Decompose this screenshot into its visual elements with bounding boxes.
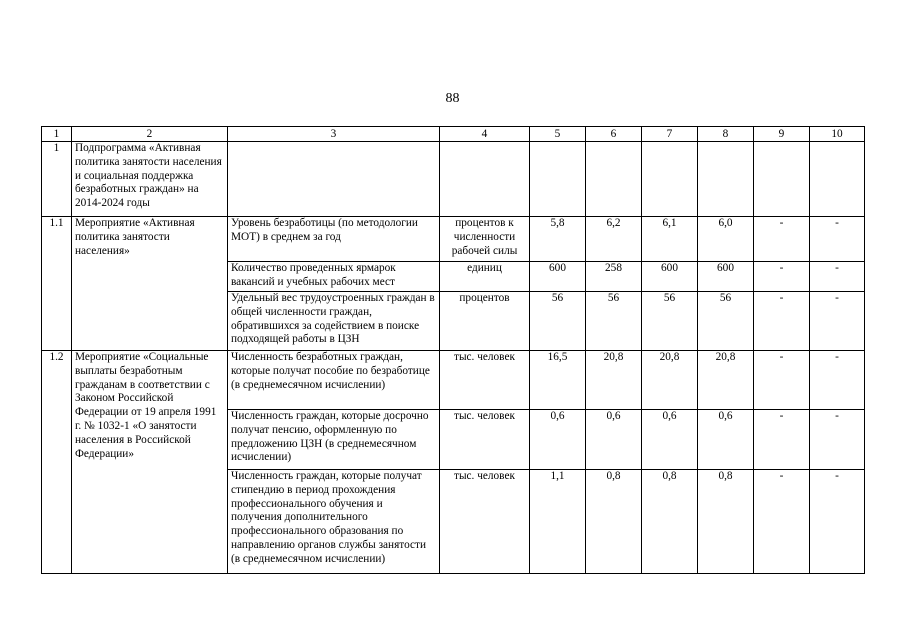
value-cell: 0,6 xyxy=(698,410,754,470)
value-cell: - xyxy=(810,262,865,292)
measure-name: Мероприятие «Социальные выплаты безработным гражданам в соответствии с Законом Российской Федерации от 19 апреля 1991 г. № 1032-1 «О занятости населения в Российской Федерации» xyxy=(72,351,228,574)
column-header: 3 xyxy=(228,127,440,142)
value-cell: 0,8 xyxy=(642,470,698,574)
table-header-row xyxy=(42,127,865,142)
column-header: 10 xyxy=(810,127,865,142)
value-cell: 0,8 xyxy=(698,470,754,574)
value-cell: 258 xyxy=(586,262,642,292)
value-cell: 0,8 xyxy=(586,470,642,574)
table-row xyxy=(42,351,865,410)
indicator-name: Численность граждан, которые досрочно получат пенсию, оформленную по предложению ЦЗН (в среднемесячном исчислении) xyxy=(228,410,440,470)
indicator-unit: тыс. человек xyxy=(440,470,530,574)
value-cell: - xyxy=(810,410,865,470)
row-number: 1.1 xyxy=(42,217,72,351)
value-cell: 16,5 xyxy=(530,351,586,410)
value-cell: 600 xyxy=(530,262,586,292)
indicator-unit: единиц xyxy=(440,262,530,292)
column-header: 1 xyxy=(42,127,72,142)
table-row-subprogram xyxy=(42,142,865,217)
indicator-name: Удельный вес трудоустроенных граждан в общей численности граждан, обратившихся за содействием в поиске подходящей работы в ЦЗН xyxy=(228,292,440,351)
value-cell: - xyxy=(754,410,810,470)
value-cell: - xyxy=(810,292,865,351)
measure-name: Мероприятие «Активная политика занятости населения» xyxy=(72,217,228,351)
indicator-unit: процентов к численности рабочей силы xyxy=(440,217,530,262)
value-cell: 6,0 xyxy=(698,217,754,262)
column-header: 7 xyxy=(642,127,698,142)
value-cell: 20,8 xyxy=(642,351,698,410)
value-cell: - xyxy=(810,217,865,262)
row-number: 1.2 xyxy=(42,351,72,574)
column-header: 8 xyxy=(698,127,754,142)
value-cell: - xyxy=(754,292,810,351)
indicator-name: Количество проведенных ярмарок вакансий и учебных рабочих мест xyxy=(228,262,440,292)
indicator-unit: тыс. человек xyxy=(440,410,530,470)
value-cell: 600 xyxy=(642,262,698,292)
column-header: 6 xyxy=(586,127,642,142)
value-cell: 56 xyxy=(642,292,698,351)
column-header: 2 xyxy=(72,127,228,142)
value-cell: 6,1 xyxy=(642,217,698,262)
value-cell: - xyxy=(754,470,810,574)
value-cell: 6,2 xyxy=(586,217,642,262)
value-cell: - xyxy=(754,217,810,262)
value-cell: 5,8 xyxy=(530,217,586,262)
value-cell: 56 xyxy=(698,292,754,351)
indicator-name: Уровень безработицы (по методологии МОТ) в среднем за год xyxy=(228,217,440,262)
column-header: 4 xyxy=(440,127,530,142)
value-cell: 0,6 xyxy=(530,410,586,470)
value-cell: 600 xyxy=(698,262,754,292)
value-cell: 56 xyxy=(530,292,586,351)
value-cell: 56 xyxy=(586,292,642,351)
value-cell: 0,6 xyxy=(642,410,698,470)
value-cell: - xyxy=(754,262,810,292)
value-cell: 1,1 xyxy=(530,470,586,574)
indicator-unit: тыс. человек xyxy=(440,351,530,410)
subprogram-name: Подпрограмма «Активная политика занятости населения и социальная поддержка безработных граждан» на 2014-2024 годы xyxy=(72,142,228,217)
row-number: 1 xyxy=(42,142,72,217)
value-cell: 20,8 xyxy=(586,351,642,410)
page-number: 88 xyxy=(445,91,460,106)
indicator-name: Численность безработных граждан, которые получат пособие по безработице (в среднемесячном исчислении) xyxy=(228,351,440,410)
column-header: 5 xyxy=(530,127,586,142)
column-header: 9 xyxy=(754,127,810,142)
indicator-name: Численность граждан, которые получат стипендию в период прохождения профессионального обучения и получения дополнительного профессионального образования по направлению органов службы занятости (в среднемесячном исчислении) xyxy=(228,470,440,574)
indicators-table xyxy=(41,126,865,574)
table-row xyxy=(42,217,865,262)
value-cell: - xyxy=(810,470,865,574)
value-cell: 20,8 xyxy=(698,351,754,410)
value-cell: - xyxy=(810,351,865,410)
indicator-unit: процентов xyxy=(440,292,530,351)
value-cell: 0,6 xyxy=(586,410,642,470)
value-cell: - xyxy=(754,351,810,410)
